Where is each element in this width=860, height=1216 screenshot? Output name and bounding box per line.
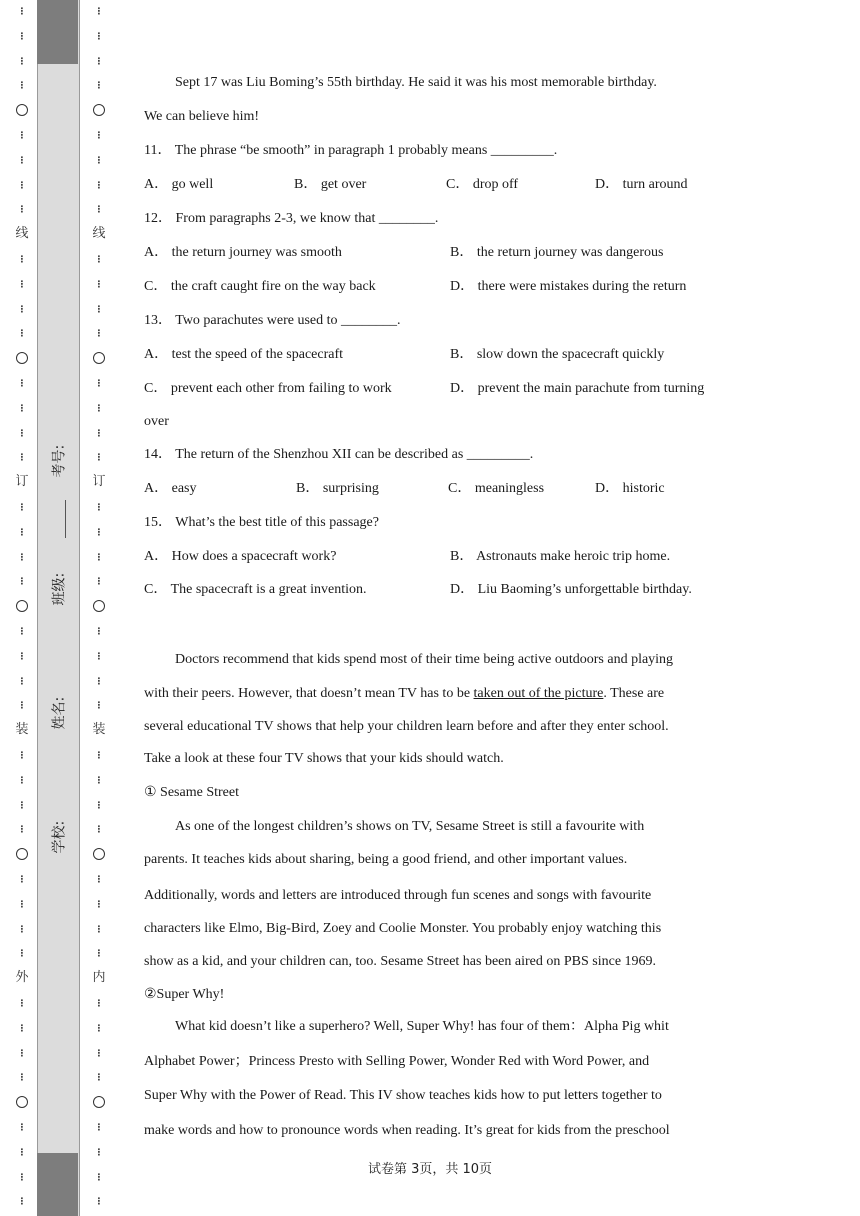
outer-seal-line	[17, 0, 27, 1216]
seal-circle	[16, 352, 28, 364]
seal-dots: ⋮	[94, 924, 104, 935]
seal-dots: ⋮	[17, 304, 27, 315]
seal-circle	[16, 848, 28, 860]
seal-dots: ⋮	[17, 924, 27, 935]
seal-dots: ⋮	[17, 379, 27, 389]
passage-line: As one of the longest children’s shows on TV, Sesame Street is still a favourite with	[175, 819, 645, 834]
seal-dots: ⋮	[94, 949, 104, 960]
intro-line: We can believe him!	[144, 109, 260, 124]
seal-dots: ⋮	[94, 676, 104, 687]
seal-dots: ⋮	[17, 825, 27, 836]
seal-dots: ⋮	[17, 701, 27, 712]
seal-dots: ⋮	[17, 676, 27, 687]
seal-mark: 装	[15, 722, 29, 737]
seal-dots: ⋮	[94, 701, 104, 712]
question-12-option-a: A． the return journey was smooth	[144, 245, 342, 260]
seal-dots: ⋮	[94, 56, 104, 67]
seal-circle	[93, 848, 105, 860]
seal-dots: ⋮	[94, 1023, 104, 1034]
question-12-option-c: C． the craft caught fire on the way back	[144, 279, 376, 294]
seal-dots: ⋮	[17, 751, 27, 761]
seal-dots: ⋮	[17, 899, 27, 910]
question-11-option-a: A． go well	[144, 177, 214, 192]
seal-dots: ⋮	[17, 155, 27, 166]
seal-circle	[93, 352, 105, 364]
question-13-option-d: D． prevent the main parachute from turning	[450, 381, 705, 396]
seal-dots: ⋮	[94, 428, 104, 439]
seal-dots: ⋮	[17, 81, 27, 92]
seal-dots: ⋮	[94, 552, 104, 563]
seal-dots: ⋮	[17, 205, 27, 216]
passage-line: What kid doesn’t like a superhero? Well, Super Why! has four of them：Alpha Pig whit	[175, 1019, 669, 1034]
seal-dots: ⋮	[94, 304, 104, 315]
seal-dots: ⋮	[17, 949, 27, 960]
seal-dots: ⋮	[94, 1123, 104, 1133]
passage-line: make words and how to pronounce words when reading. It’s great for kids from the preschool	[144, 1123, 670, 1138]
seal-dots: ⋮	[94, 205, 104, 216]
seal-dots: ⋮	[17, 800, 27, 811]
exam-number-blank	[65, 500, 66, 538]
question-14-option-a: A． easy	[144, 481, 197, 496]
seal-dots: ⋮	[17, 453, 27, 464]
seal-mark: 线	[15, 226, 29, 241]
seal-circle	[93, 600, 105, 612]
question-15-option-d: D． Liu Baoming’s unforgettable birthday.	[450, 582, 692, 597]
passage-text: . These are	[603, 686, 665, 701]
seal-dots: ⋮	[17, 56, 27, 67]
passage-line: Additionally, words and letters are introduced through fun scenes and songs with favourite	[144, 888, 652, 903]
question-13-option-a: A． test the speed of the spacecraft	[144, 347, 344, 362]
seal-dots: ⋮	[94, 1048, 104, 1059]
binding-margin-strip	[37, 0, 80, 1216]
passage-text: with their peers. However, that doesn’t mean TV has to be	[144, 686, 474, 701]
passage-line: characters like Elmo, Big-Bird, Zoey and Coolie Monster. You probably enjoy watching this	[144, 921, 662, 936]
question-13-option-b: B． slow down the spacecraft quickly	[450, 347, 665, 362]
passage-line: parents. It teaches kids about sharing, being a good friend, and other important values.	[144, 852, 628, 867]
seal-dots: ⋮	[17, 428, 27, 439]
seal-dots: ⋮	[94, 379, 104, 389]
question-12-option-b: B． the return journey was dangerous	[450, 245, 664, 260]
seal-dots: ⋮	[17, 1172, 27, 1183]
seal-dots: ⋮	[94, 81, 104, 92]
seal-dots: ⋮	[94, 1172, 104, 1183]
seal-dots: ⋮	[94, 577, 104, 588]
seal-dots: ⋮	[17, 875, 27, 885]
seal-dots: ⋮	[94, 651, 104, 662]
seal-dots: ⋮	[17, 131, 27, 141]
seal-dots: ⋮	[17, 999, 27, 1009]
seal-dots: ⋮	[17, 1048, 27, 1059]
question-13-stem: 13． Two parachutes were used to ________.	[144, 313, 401, 328]
passage-line: Take a look at these four TV shows that your kids should watch.	[144, 751, 504, 766]
passage-line: show as a kid, and your children can, too. Sesame Street has been aired on PBS since 1969.	[144, 954, 657, 969]
seal-circle	[16, 104, 28, 116]
seal-dots: ⋮	[94, 751, 104, 761]
seal-dots: ⋮	[94, 627, 104, 637]
seal-dots: ⋮	[17, 1147, 27, 1158]
seal-dots: ⋮	[17, 7, 27, 17]
seal-circle	[93, 1096, 105, 1108]
seal-circle	[93, 104, 105, 116]
seal-dots: ⋮	[94, 453, 104, 464]
question-11-option-b: B． get over	[294, 177, 367, 192]
question-14-option-d: D． historic	[595, 481, 665, 496]
seal-dots: ⋮	[94, 403, 104, 414]
seal-dots: ⋮	[94, 503, 104, 513]
seal-circle	[16, 600, 28, 612]
question-11-option-c: C． drop off	[446, 177, 519, 192]
seal-dots: ⋮	[94, 775, 104, 786]
seal-dots: ⋮	[94, 7, 104, 17]
seal-dots: ⋮	[17, 31, 27, 42]
seal-dots: ⋮	[17, 1073, 27, 1084]
question-14-option-b: B． surprising	[296, 481, 379, 496]
seal-dots: ⋮	[17, 577, 27, 588]
seal-dots: ⋮	[17, 329, 27, 340]
seal-dots: ⋮	[94, 31, 104, 42]
inner-seal-line	[94, 0, 104, 1216]
question-13-option-d-continued: over	[144, 414, 169, 429]
seal-mark: 线	[92, 226, 106, 241]
passage-line: Doctors recommend that kids spend most of their time being active outdoors and playing	[175, 652, 674, 667]
seal-dots: ⋮	[17, 503, 27, 513]
seal-dots: ⋮	[17, 1023, 27, 1034]
seal-dots: ⋮	[17, 1197, 27, 1208]
passage-line	[144, 685, 664, 703]
school-label: 学校:	[51, 820, 68, 854]
question-15-stem: 15． What’s the best title of this passage?	[144, 515, 379, 530]
seal-dots: ⋮	[94, 1073, 104, 1084]
question-12-option-d: D． there were mistakes during the return	[450, 279, 687, 294]
seal-dots: ⋮	[94, 1147, 104, 1158]
passage-line: Alphabet Power；Princess Presto with Selling Power, Wonder Red with Word Power, and	[144, 1054, 650, 1069]
seal-mark: 订	[15, 474, 29, 489]
seal-mark: 装	[92, 722, 106, 737]
seal-dots: ⋮	[17, 651, 27, 662]
seal-mark: 订	[92, 474, 106, 489]
seal-dots: ⋮	[94, 180, 104, 191]
seal-mark: 内	[92, 970, 106, 985]
seal-dots: ⋮	[94, 899, 104, 910]
seal-dots: ⋮	[17, 552, 27, 563]
underlined-phrase: taken out of the picture	[473, 686, 604, 701]
question-14-option-c: C． meaningless	[448, 481, 545, 496]
seal-dots: ⋮	[94, 255, 104, 265]
exam-number-label: 考号:	[51, 444, 68, 478]
seal-dots: ⋮	[17, 279, 27, 290]
question-11-stem: 11． The phrase “be smooth” in paragraph 1 probably means _________.	[144, 143, 558, 158]
question-11-option-d: D． turn around	[595, 177, 688, 192]
question-15-option-a: A． How does a spacecraft work?	[144, 549, 337, 564]
binding-margin-top-block	[37, 0, 78, 64]
seal-dots: ⋮	[94, 875, 104, 885]
seal-dots: ⋮	[94, 825, 104, 836]
name-label: 姓名:	[51, 696, 68, 730]
question-12-stem: 12． From paragraphs 2-3, we know that ________.	[144, 211, 439, 226]
passage-line: several educational TV shows that help your children learn before and after they enter school.	[144, 719, 669, 734]
seal-dots: ⋮	[17, 527, 27, 538]
seal-dots: ⋮	[17, 627, 27, 637]
passage-line: Super Why with the Power of Read. This IV show teaches kids how to put letters together to	[144, 1088, 662, 1103]
seal-circle	[16, 1096, 28, 1108]
seal-dots: ⋮	[94, 329, 104, 340]
intro-line: Sept 17 was Liu Boming’s 55th birthday. He said it was his most memorable birthday.	[175, 75, 657, 90]
question-13-option-c: C． prevent each other from failing to work	[144, 381, 392, 396]
seal-dots: ⋮	[94, 155, 104, 166]
seal-dots: ⋮	[17, 775, 27, 786]
seal-dots: ⋮	[94, 527, 104, 538]
seal-dots: ⋮	[17, 255, 27, 265]
question-14-stem: 14． The return of the Shenzhou XII can be described as _________.	[144, 447, 534, 462]
seal-dots: ⋮	[94, 131, 104, 141]
seal-dots: ⋮	[17, 1123, 27, 1133]
question-15-option-c: C． The spacecraft is a great invention.	[144, 582, 367, 597]
seal-dots: ⋮	[94, 800, 104, 811]
seal-dots: ⋮	[17, 403, 27, 414]
question-15-option-b: B． Astronauts make heroic trip home.	[450, 549, 671, 564]
seal-dots: ⋮	[17, 180, 27, 191]
seal-dots: ⋮	[94, 1197, 104, 1208]
page-footer: 试卷第 3页，共 10页	[367, 1162, 493, 1177]
seal-dots: ⋮	[94, 999, 104, 1009]
class-label: 班级:	[51, 572, 68, 606]
section-heading-super-why: ②Super Why!	[144, 987, 225, 1002]
section-heading-sesame-street: ① Sesame Street	[144, 785, 239, 800]
seal-dots: ⋮	[94, 279, 104, 290]
seal-mark: 外	[15, 970, 29, 985]
